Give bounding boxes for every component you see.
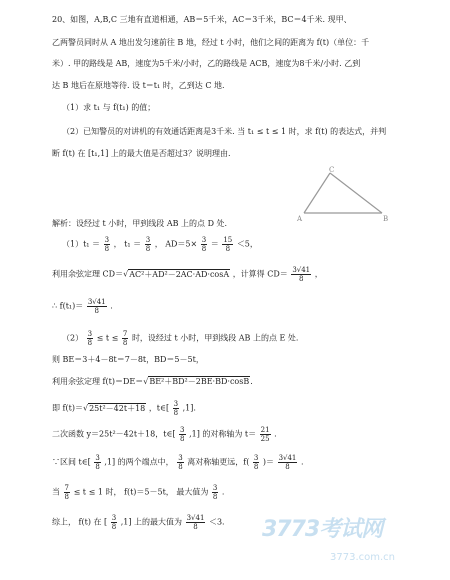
fraction: $\frac{3}{8}$ xyxy=(111,514,117,531)
fraction: $\frac{7}{8}$ xyxy=(64,484,70,501)
solution-conclusion: 综上， f(t) 在 [ $\frac{3}{8}$ ,1] 上的最大值为 $\frac{3√41}{8}$ ＜3. xyxy=(52,514,225,531)
problem-line-2: 乙两警员同时从 A 地出发匀速前往 B 地，经过 t 小时，他们之间的距离为 f(t)（单位：千 xyxy=(52,38,370,47)
problem-line-4: 达 B 地后在原地等待. 设 t＝t₁ 时，乙到达 C 地. xyxy=(52,81,225,90)
fraction: $\frac{3√41}{8}$ xyxy=(87,298,106,315)
watermark-logo: 3773考试网 xyxy=(262,517,383,542)
vertex-b-label: B xyxy=(383,215,389,223)
fraction: $\frac{15}{8}$ xyxy=(223,236,233,253)
problem-line-3: 米）. 甲的路线是 AB，速度为5千米/小时，乙的路线是 ACB，速度为8千米/小时. 乙到 xyxy=(52,59,361,68)
vertex-a-label: A xyxy=(297,215,303,223)
problem-part-1: （1）求 t₁ 与 f(t₁) 的值； xyxy=(62,103,156,112)
fraction: $\frac{3√41}{8}$ xyxy=(278,454,297,471)
fraction: $\frac{3}{8}$ xyxy=(87,330,93,347)
fraction: $\frac{3}{8}$ xyxy=(95,454,100,471)
fraction: $\frac{3}{8}$ xyxy=(178,454,183,471)
triangle-figure xyxy=(296,165,391,223)
fraction: $\frac{3}{8}$ xyxy=(201,236,207,253)
fraction: $\frac{3}{8}$ xyxy=(104,236,110,253)
solution-step-5: 则 BE＝3＋4－8t＝7－8t，BD＝5－5t， xyxy=(52,355,204,364)
solution-step-6: 利用余弦定理 f(t)＝DE＝√BE²＋BD²－2BE·BD·cosB. xyxy=(52,377,253,386)
solution-step-8: 二次函数 y＝25t²－42t＋18，t∈[ $\frac{3}{8}$ ,1] 的对称轴为 t＝ $\frac{21}{25}$ . xyxy=(52,426,277,443)
fraction: $\frac{21}{25}$ xyxy=(260,426,270,443)
solution-step-3: ∴ f(t₁)＝ $\frac{3√41}{8}$ . xyxy=(52,298,113,315)
problem-part-2-line-2: 断 f(t) 在 [t₁,1] 上的最大值是否超过3？说明理由. xyxy=(52,149,231,158)
solution-step-9: ∵区间 t∈[ $\frac{3}{8}$ ,1] 的两个端点中， $\frac{3}{8}$ 离对称轴更远，f( $\frac{3}{8}$ )＝ $\frac{3√41}{8}$ . xyxy=(52,454,304,471)
fraction: $\frac{7}{8}$ xyxy=(122,330,128,347)
solution-step-1: （1）t₁ ＝ $\frac{3}{8}$ ， t₁ ＝ $\frac{3}{8}$ ， AD＝5× $\frac{3}{8}$ ＝ $\frac{15}{8}$ ＜5， xyxy=(62,236,258,253)
fraction: $\frac{3√41}{8}$ xyxy=(292,266,311,283)
solution-step-7: 即 f(t)＝√25t²－42t＋18 ，t∈[ $\frac{3}{8}$ ,1]. xyxy=(52,400,196,417)
fraction: $\frac{3}{8}$ xyxy=(180,426,185,443)
solution-step-4: （2） $\frac{3}{8}$ ≤ t ≤ $\frac{7}{8}$ 时，设经过 t 小时，甲到线段 AB 上的点 E 处. xyxy=(62,330,299,347)
solution-intro: 解析：设经过 t 小时，甲到线段 AB 上的点 D 处. xyxy=(52,219,228,228)
fraction: $\frac{3√41}{8}$ xyxy=(186,514,205,531)
problem-part-2-line-1: （2）已知警员的对讲机的有效通话距离是3千米. 当 t₁ ≤ t ≤ 1 时，求 f(t) 的表达式，并判 xyxy=(62,127,387,136)
problem-line-1: 20、如图，A,B,C 三地有直道相通，AB＝5千米，AC＝3千米，BC＝4千米. 现甲、 xyxy=(52,15,352,24)
fraction: $\frac{3}{8}$ xyxy=(253,454,259,471)
solution-step-2: 利用余弦定理 CD＝√AC²＋AD²－2AC·AD·cosA ，计算得 CD＝ $\frac{3√41}{8}$ ， xyxy=(52,266,323,283)
fraction: $\frac{3}{8}$ xyxy=(173,400,179,417)
vertex-c-label: C xyxy=(329,166,335,174)
fraction: $\frac{3}{8}$ xyxy=(145,236,151,253)
solution-step-10: 当 $\frac{7}{8}$ ≤ t ≤ 1 时， f(t)＝5－5t， 最大值为 $\frac{3}{8}$ . xyxy=(52,484,225,501)
watermark-url: 3773.com.cn xyxy=(330,552,395,563)
fraction: $\frac{3}{8}$ xyxy=(212,484,218,501)
